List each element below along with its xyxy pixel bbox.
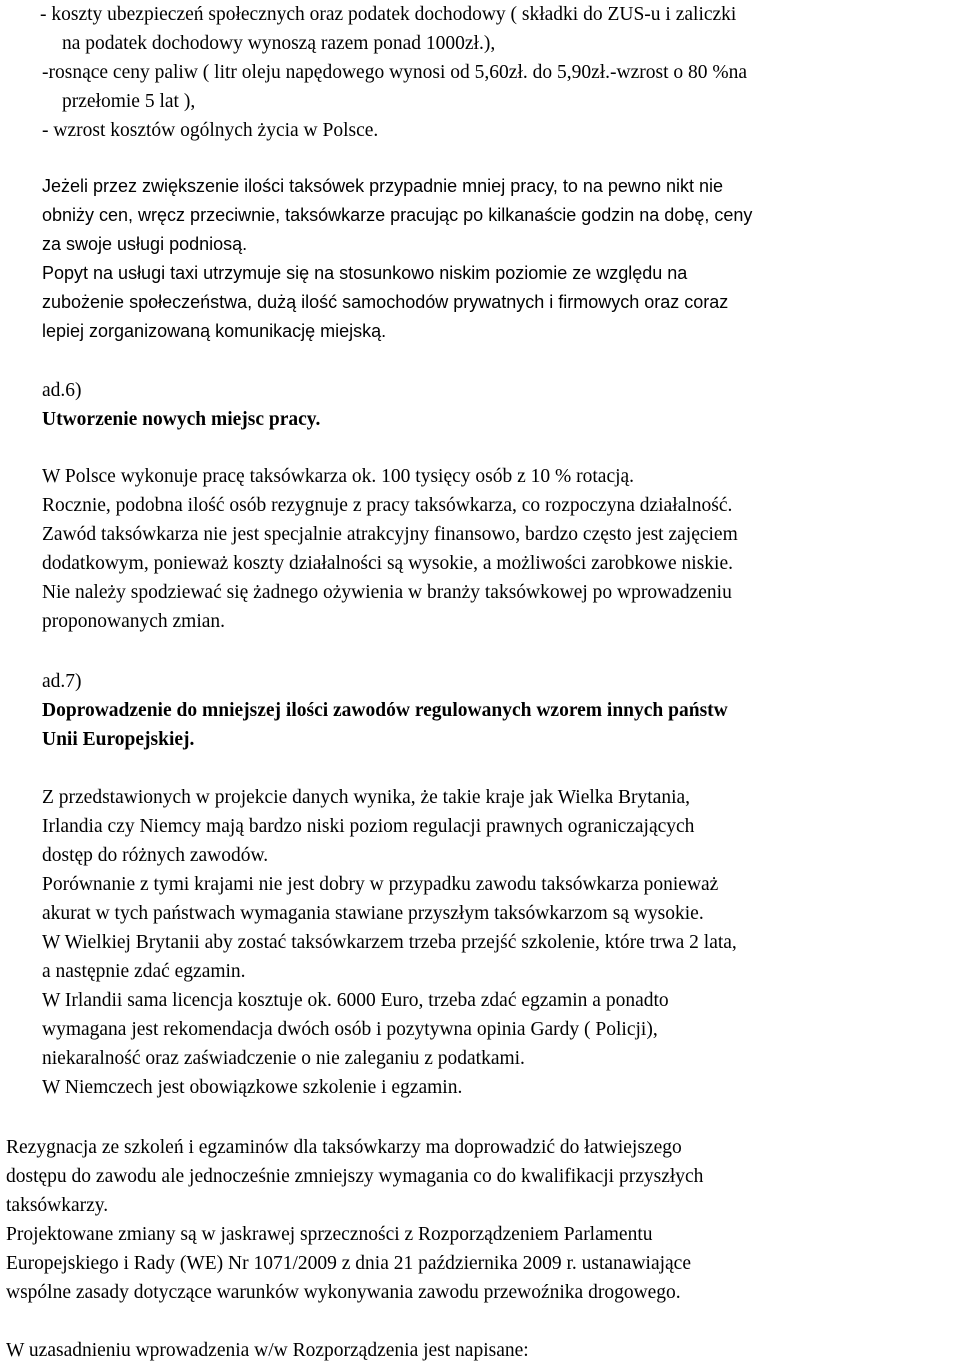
- closing-final-line: W uzasadnieniu wprowadzenia w/w Rozporządzenia jest napisane:: [6, 1340, 529, 1361]
- text-line: W Niemczech jest obowiązkowe szkolenie i egzamin.: [42, 1077, 463, 1098]
- text-line: dostęp do różnych zawodów.: [42, 845, 269, 866]
- text-line: obniży cen, wręcz przeciwnie, taksówkarze pracując po kilkanaście godzin na dobę, ceny: [42, 205, 753, 225]
- text-line: a następnie zdać egzamin.: [42, 961, 246, 982]
- text-line: Projektowane zmiany są w jaskrawej sprzeczności z Rozporządzeniem Parlamentu: [6, 1224, 653, 1245]
- text-line: Z przedstawionych w projekcie danych wynika, że takie kraje jak Wielka Brytania,: [42, 787, 691, 808]
- text-line: Popyt na usługi taxi utrzymuje się na stosunkowo niskim poziomie ze względu na: [42, 263, 688, 283]
- section-ad6-heading: Utworzenie nowych miejsc pracy.: [42, 409, 321, 430]
- list-item-continuation: na podatek dochodowy wynoszą razem ponad 1000zł.),: [62, 33, 496, 54]
- section-ad7-label: ad.7): [42, 671, 82, 692]
- text-line: zubożenie społeczeństwa, dużą ilość samochodów prywatnych i firmowych oraz coraz: [42, 292, 729, 312]
- list-item: -rosnące ceny paliw ( litr oleju napędowego wynosi od 5,60zł. do 5,90zł.-wzrost o 80 %na: [42, 62, 748, 83]
- section-ad7-body: [42, 783, 737, 1102]
- text-line: Rezygnacja ze szkoleń i egzaminów dla taksówkarzy ma doprowadzić do łatwiejszego: [6, 1137, 682, 1158]
- heading-line: Doprowadzenie do mniejszej ilości zawodów regulowanych wzorem innych państw: [42, 700, 728, 721]
- paragraph-taxi-demand: [42, 172, 752, 346]
- section-ad6-label: ad.6): [42, 380, 82, 401]
- text-line: dodatkowym, ponieważ koszty działalności są wysokie, a możliwości zarobkowe niskie.: [42, 553, 733, 574]
- text-line: wspólne zasady dotyczące warunków wykonywania zawodu przewoźnika drogowego.: [6, 1282, 681, 1303]
- list-item: - wzrost kosztów ogólnych życia w Polsce.: [42, 120, 379, 141]
- text-line: dostępu do zawodu ale jednocześnie zmniejszy wymagania co do kwalifikacji przyszłych: [6, 1166, 704, 1187]
- text-line: Porównanie z tymi krajami nie jest dobry w przypadku zawodu taksówkarza ponieważ: [42, 874, 719, 895]
- section-ad6-body: [42, 462, 738, 636]
- text-line: proponowanych zmian.: [42, 611, 226, 632]
- text-line: Nie należy spodziewać się żadnego ożywienia w branży taksówkowej po wprowadzeniu: [42, 582, 732, 603]
- text-line: niekaralność oraz zaświadczenie o nie zaleganiu z podatkami.: [42, 1048, 525, 1069]
- list-item-continuation: przełomie 5 lat ),: [62, 91, 196, 112]
- section-ad7-heading: [42, 696, 728, 754]
- text-line: lepiej zorganizowaną komunikację miejską.: [42, 321, 387, 341]
- text-line: taksówkarzy.: [6, 1195, 109, 1216]
- closing-paragraphs: [6, 1133, 703, 1307]
- text-line: Jeżeli przez zwiększenie ilości taksówek przypadnie mniej pracy, to na pewno nikt nie: [42, 176, 723, 196]
- list-item: - koszty ubezpieczeń społecznych oraz podatek dochodowy ( składki do ZUS-u i zaliczki: [40, 4, 737, 25]
- text-line: Zawód taksówkarza nie jest specjalnie atrakcyjny finansowo, bardzo często jest zajęciem: [42, 524, 738, 545]
- text-line: W Wielkiej Brytanii aby zostać taksówkarzem trzeba przejść szkolenie, które trwa 2 lata,: [42, 932, 737, 953]
- text-line: za swoje usługi podniosą.: [42, 234, 248, 254]
- intro-list: [42, 0, 747, 145]
- text-line: akurat w tych państwach wymagania stawiane przyszłym taksówkarzom są wysokie.: [42, 903, 704, 924]
- text-line: Europejskiego i Rady (WE) Nr 1071/2009 z dnia 21 października 2009 r. ustanawiające: [6, 1253, 691, 1274]
- text-line: Irlandia czy Niemcy mają bardzo niski poziom regulacji prawnych ograniczających: [42, 816, 695, 837]
- text-line: Rocznie, podobna ilość osób rezygnuje z pracy taksówkarza, co rozpoczyna działalność.: [42, 495, 733, 516]
- text-line: W Polsce wykonuje pracę taksówkarza ok. 100 tysięcy osób z 10 % rotacją.: [42, 466, 635, 487]
- text-line: wymagana jest rekomendacja dwóch osób i pozytywna opinia Gardy ( Policji),: [42, 1019, 658, 1040]
- heading-line: Unii Europejskiej.: [42, 729, 195, 750]
- text-line: W Irlandii sama licencja kosztuje ok. 6000 Euro, trzeba zdać egzamin a ponadto: [42, 990, 669, 1011]
